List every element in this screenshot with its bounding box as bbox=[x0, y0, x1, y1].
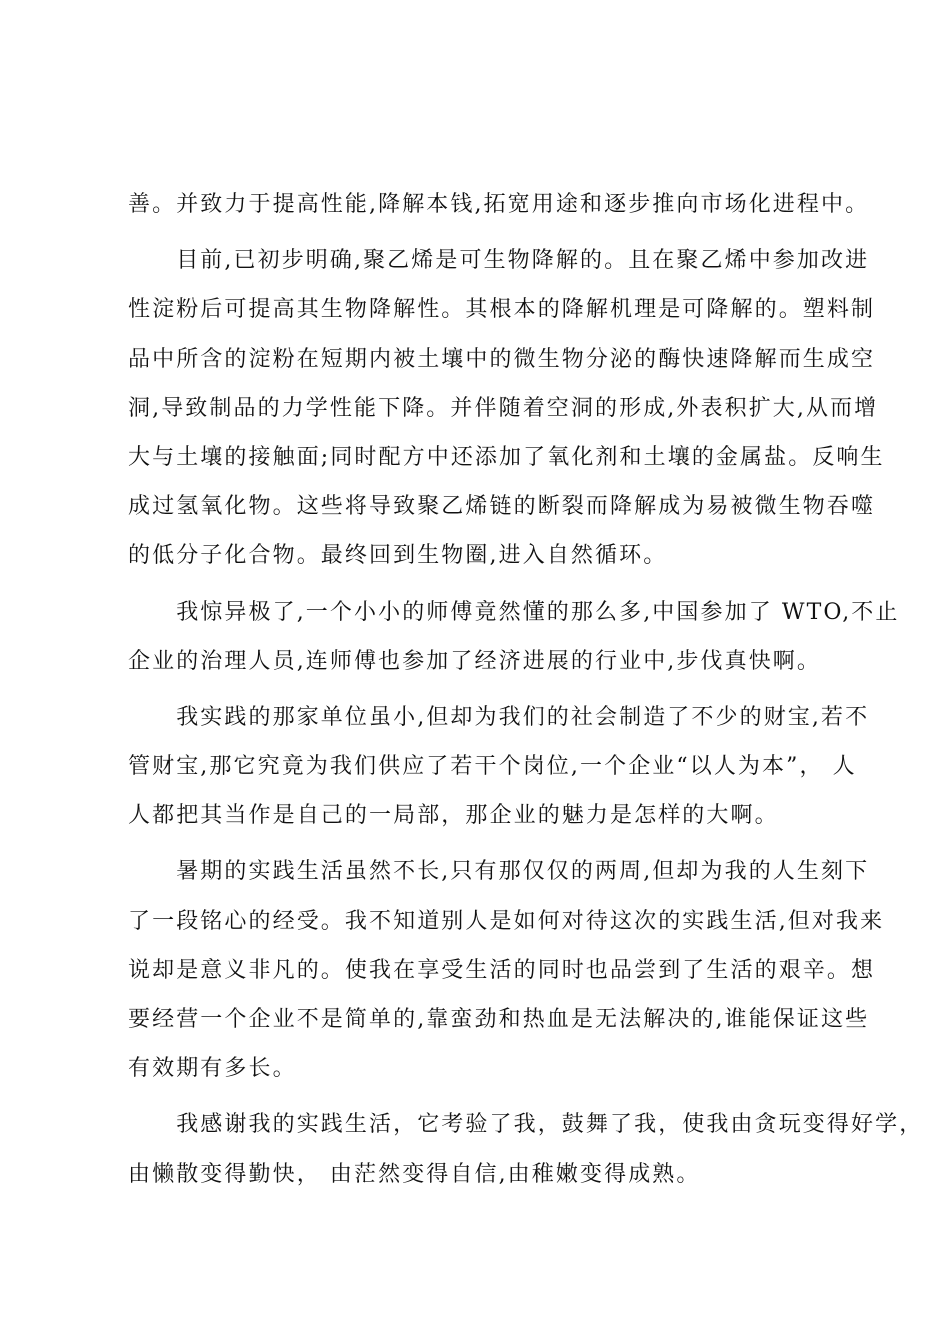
text-line: 的低分子化合物。最终回到生物圈,进入自然循环。 bbox=[128, 543, 668, 569]
text-line: 成过氢氧化物。这些将导致聚乙烯链的断裂而降解成为易被微生物吞噬 bbox=[128, 494, 876, 520]
text-line: 暑期的实践生活虽然不长,只有那仅仅的两周,但却为我的人生刻下 bbox=[128, 859, 870, 885]
paragraph bbox=[128, 693, 870, 841]
text-line: 了一段铭心的经受。我不知道别人是如何对待这次的实践生活,但对我来 bbox=[128, 908, 885, 934]
paragraph bbox=[128, 180, 870, 229]
paragraph bbox=[128, 236, 885, 580]
text-line: 洞,导致制品的力学性能下降。并伴随着空洞的形成,外表积扩大,从而增 bbox=[128, 395, 879, 421]
document-body bbox=[128, 180, 924, 1199]
text-line: 性淀粉后可提高其生物降解性。其根本的降解机理是可降解的。塑料制 bbox=[128, 297, 876, 323]
text-line: 品中所含的淀粉在短期内被土壤中的微生物分泌的酶快速降解而生成空 bbox=[128, 346, 876, 372]
text-line: 由懒散变得勤快， 由茫然变得自信,由稚嫩变得成熟。 bbox=[128, 1161, 701, 1187]
text-line: 要经营一个企业不是简单的,靠蛮劲和热血是无法解决的,谁能保证这些 bbox=[128, 1007, 870, 1032]
text-line: 企业的治理人员,连师傅也参加了经济进展的行业中,步伐真快啊。 bbox=[128, 648, 821, 674]
paragraph bbox=[128, 1100, 924, 1198]
text-line: 我感谢我的实践生活，它考验了我，鼓舞了我，使我由贪玩变得好学， bbox=[128, 1112, 924, 1138]
text-line: 管财宝,那它究竟为我们供应了若干个岗位,一个企业“以人为本”， 人 bbox=[128, 754, 857, 780]
text-line: 人都把其当作是自己的一局部，那企业的魅力是怎样的大啊。 bbox=[128, 803, 779, 829]
text-line: 有效期有多长。 bbox=[128, 1056, 297, 1082]
text-line: 我实践的那家单位虽小,但却为我们的社会制造了不少的财宝,若不 bbox=[128, 704, 870, 730]
paragraph bbox=[128, 588, 900, 686]
text-line: 大与土壤的接触面;同时配方中还添加了氧化剂和土壤的金属盐。反响生 bbox=[128, 444, 885, 470]
text-line: 我惊异极了,一个小小的师傅竟然懂的那么多,中国参加了 WTO,不止 bbox=[128, 599, 900, 625]
text-line: 善。并致力于提高性能,降解本钱,拓宽用途和逐步推向市场化进程中。 bbox=[128, 192, 870, 217]
text-line: 说却是意义非凡的。使我在享受生活的同时也品尝到了生活的艰辛。想 bbox=[128, 957, 876, 983]
text-line: 目前,已初步明确,聚乙烯是可生物降解的。且在聚乙烯中参加改进 bbox=[128, 248, 870, 274]
paragraph bbox=[128, 847, 885, 1093]
